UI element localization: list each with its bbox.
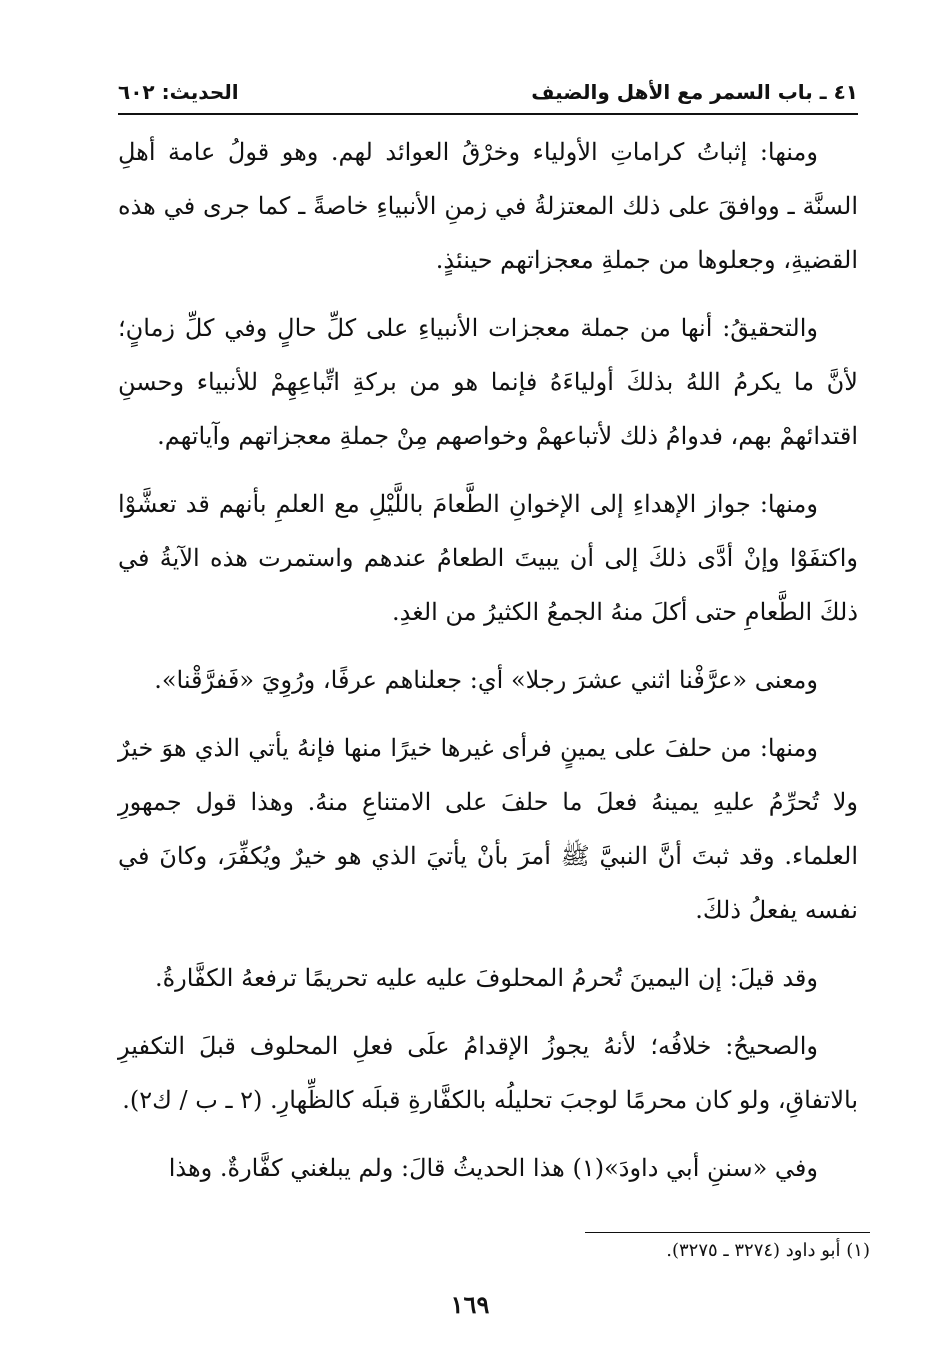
paragraph: ومنها: من حلفَ على يمينٍ فرأى غيرها خيرًا منها فإنهُ يأتي الذي هوَ خيرٌ ولا تُحرِّمُ عليهِ يمينهُ فعلَ ما حلفَ على الامتناعِ منهُ. وهذا قول جمهورِ العلماء. وقد ثبتَ أنَّ النبيَّ ﷺ أمرَ بأنْ يأتيَ الذي هو خيرٌ ويُكفِّرَ، وكانَ في نفسه يفعلُ ذلكَ.	[118, 734, 858, 924]
page-number: ١٦٩	[450, 1290, 490, 1319]
main-text	[118, 125, 858, 1209]
paragraph: ومعنى «عرَّفْنا اثني عشرَ رجلا» أي: جعلناهم عرفًا، ورُوِيَ «فَفرَّقْنا».	[154, 666, 818, 694]
paragraph: والتحقيقُ: أنها من جملة معجزات الأنبياءِ على كلِّ حالٍ وفي كلِّ زمانٍ؛ لأنَّ ما يكرمُ اللهُ بذلكَ أولياءَهُ فإنما هو من بركةِ اتِّباعِهِمْ للأنبياء وحسنِ اقتدائهمْ بهم، فدوامُ ذلك لأتباعهمْ وخواصهم مِنْ جملةِ معجزاتهم وآياتهم.	[118, 314, 858, 450]
chapter-title: ٤١ ـ باب السمر مع الأهل والضيف	[531, 80, 858, 104]
paragraph: ومنها: جواز الإهداءِ إلى الإخوانِ الطَّعامَ باللَّيْلِ مع العلمِ بأنهم قد تعشَّوْا واكتفَوْا وإنْ أدَّى ذلكَ إلى أن يبيتَ الطعامُ عندهم واستمرت هذه الآيةُ في ذلكَ الطَّعامِ حتى أكلَ منهُ الجمعُ الكثيرُ من الغدِ.	[118, 490, 858, 626]
header-divider	[118, 113, 858, 115]
paragraph: ومنها: إثباتُ كراماتِ الأولياء وخرْقُ العوائد لهم. وهو قولُ عامة أهلِ السنَّة ـ ووافقَ على ذلك المعتزلةُ في زمنِ الأنبياءِ خاصةً ـ كما جرى في هذه القضيةِ، وجعلوها من جملةِ معجزاتهم حينئذٍ.	[118, 138, 859, 274]
paragraph: والصحيحُ: خلافُه؛ لأنهُ يجوزُ الإقدامُ علَى فعلِ المحلوف قبلَ التكفيرِ بالاتفاقِ، ولو كان محرمًا لوجبَ تحليلُه بالكفَّارةِ قبلَه كالظِّهارِ. (٢ ـ ب / ك٢).	[118, 1032, 858, 1114]
footnote: (١) أبو داود (٣٢٧٤ ـ ٣٢٧٥).	[666, 1240, 870, 1261]
page-header	[118, 70, 858, 114]
paragraph: وفي «سننِ أبي داودَ»(١) هذا الحديثُ قالَ: ولم يبلغني كفَّارةٌ. وهذا	[168, 1154, 818, 1182]
footnote-divider	[585, 1232, 870, 1233]
paragraph: وقد قيلَ: إن اليمينَ تُحرمُ المحلوفَ عليه عليه تحريمًا ترفعهُ الكفَّارةُ.	[154, 964, 818, 992]
hadith-number: الحديث: ٦٠٢	[118, 80, 239, 104]
